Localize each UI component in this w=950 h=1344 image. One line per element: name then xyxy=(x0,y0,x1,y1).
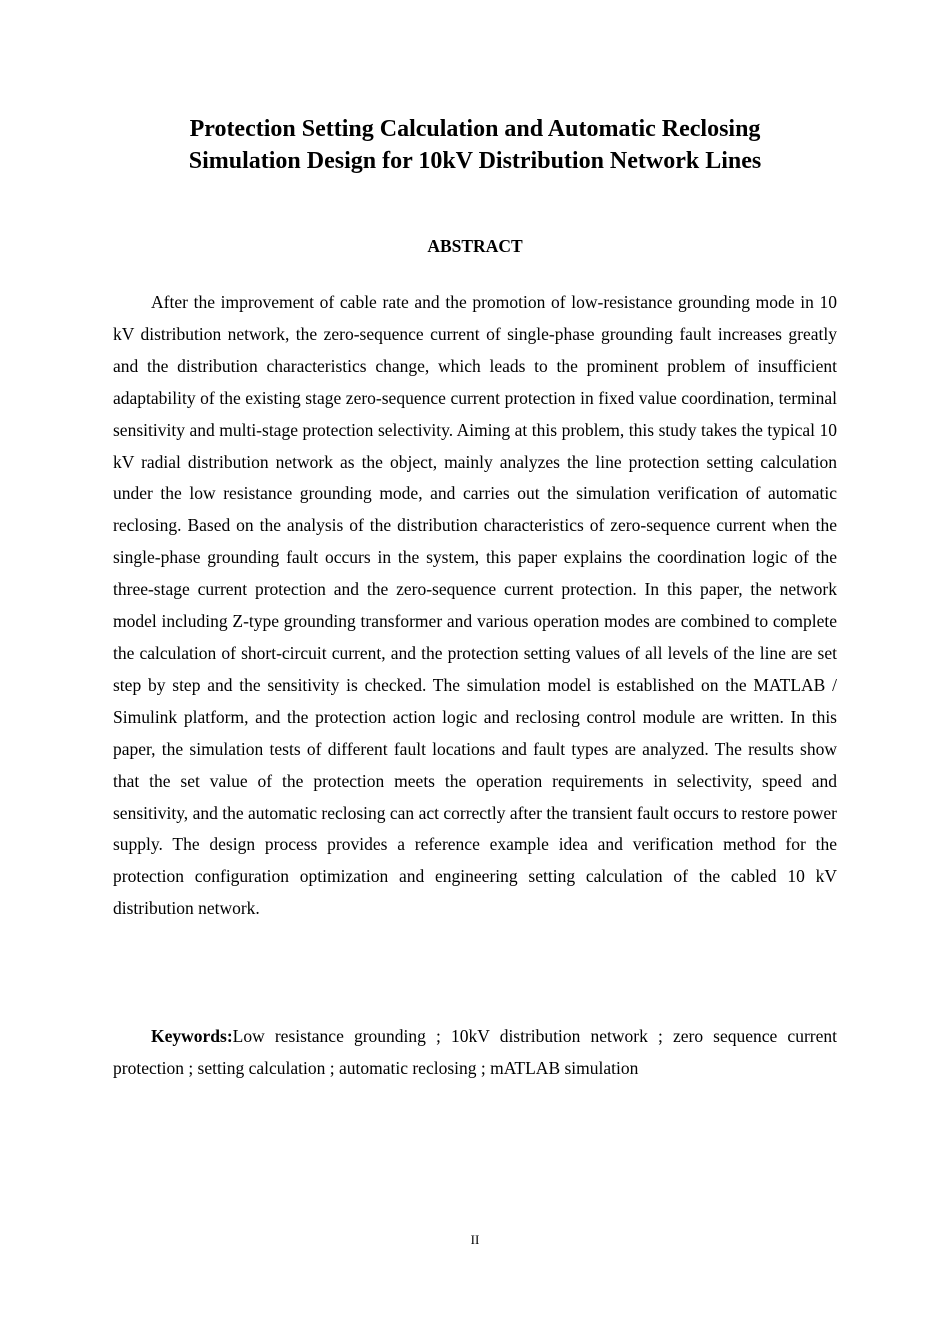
abstract-heading: ABSTRACT xyxy=(427,236,523,256)
page-number: II xyxy=(470,1232,480,1247)
document-title xyxy=(113,113,837,177)
title-line-2: Simulation Design for 10kV Distribution Network Lines xyxy=(188,148,762,174)
keywords-list: Low resistance grounding ; 10kV distribution network ; zero sequence current protection ; setting calculation ; automatic reclosing ; mATLAB simulation xyxy=(113,1026,837,1078)
title-line-1: Protection Setting Calculation and Automatic Reclosing xyxy=(189,116,761,142)
abstract-paragraph: After the improvement of cable rate and the promotion of low-resistance grounding mode in 10 kV distribution network, the zero-sequence current of single-phase grounding fault increases greatly and the distribution characteristics change, which leads to the prominent problem of insufficient adaptability of the existing stage zero-sequence current protection in fixed value coordination, terminal sensitivity and multi-stage protection selectivity. Aiming at this problem, this study takes the typical 10 kV radial distribution network as the object, mainly analyzes the line protection setting calculation under the low resistance grounding mode, and carries out the simulation verification of automatic reclosing. Based on the analysis of the distribution characteristics of zero-sequence current when the single-phase grounding fault occurs in the system, this paper explains the coordination logic of the three-stage current protection and the zero-sequence current protection. In this paper, the network model including Z-type grounding transformer and various operation modes are combined to complete the calculation of short-circuit current, and the protection setting values of all levels of the line are set step by step and the sensitivity is checked. The simulation model is established on the MATLAB / Simulink platform, and the protection action logic and reclosing control module are written. In this paper, the simulation tests of different fault locations and fault types are analyzed. The results show that the set value of the protection meets the operation requirements in selectivity, speed and sensitivity, and the automatic reclosing can act correctly after the transient fault occurs to restore power supply. The design process provides a reference example idea and verification method for the protection configuration optimization and engineering setting calculation of the cabled 10 kV distribution network. xyxy=(113,292,837,919)
keywords-label: Keywords: xyxy=(151,1026,233,1046)
keywords-paragraph xyxy=(113,1021,837,1085)
